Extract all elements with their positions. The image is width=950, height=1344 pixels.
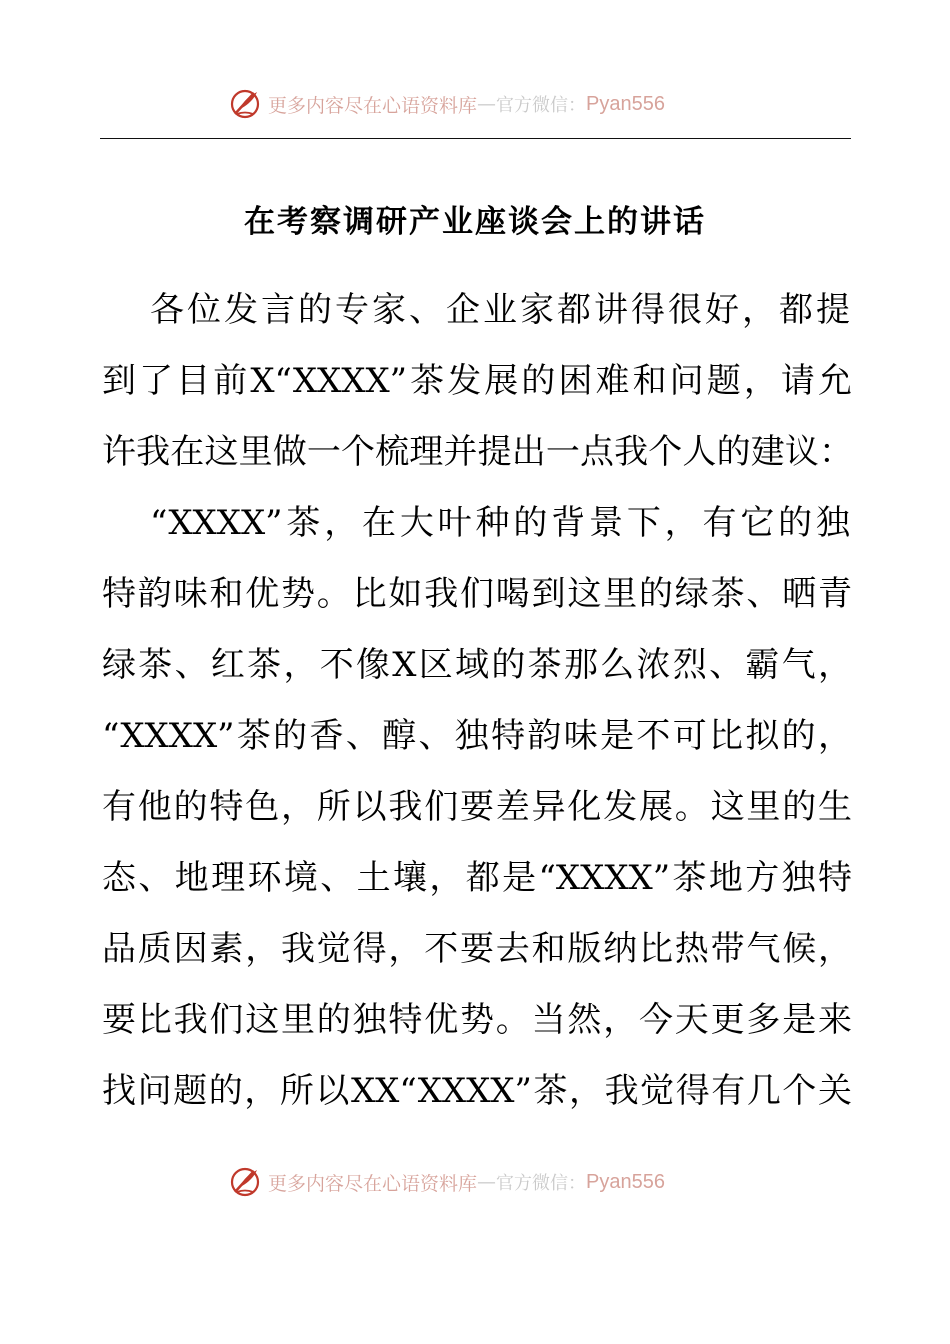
text-line: 态、地理环境、土壤，都是“XXXX”茶地方独特 [102,858,852,898]
quill-logo-icon [228,1165,262,1199]
text-line: 要比我们这里的独特优势。当然，今天更多是来 [102,1000,852,1040]
watermark-wechat-id: Pyan556 [586,1170,665,1193]
watermark-wechat-label: 官方微信： [496,95,587,116]
text-line: 许我在这里做一个梳理并提出一点我个人的建议： [102,432,852,472]
document-title: 在考察调研产业座谈会上的讲话 [244,204,706,240]
footer-watermark [228,1162,665,1202]
quill-logo-icon [228,87,262,121]
watermark-wechat-label: 官方微信： [496,1173,587,1194]
text-line: 特韵味和优势。比如我们喝到这里的绿茶、晒青 [102,574,852,614]
watermark-wechat-id: Pyan556 [586,92,665,115]
watermark-text: 更多内容尽在心语资料库 [268,94,478,117]
watermark-separator: — [477,1171,497,1193]
header-divider [100,138,851,139]
text-line: 有他的特色，所以我们要差异化发展。这里的生 [102,787,852,827]
text-line: “XXXX”茶，在大叶种的背景下，有它的独 [150,503,850,543]
text-line: 找问题的，所以XX“XXXX”茶，我觉得有几个关 [102,1071,852,1111]
text-line: 品质因素，我觉得，不要去和版纳比热带气候， [102,929,852,969]
text-line: 各位发言的专家、企业家都讲得很好，都提 [150,290,850,330]
text-line: 到了目前X“XXXX”茶发展的困难和问题，请允 [102,361,852,401]
watermark-text: 更多内容尽在心语资料库 [268,1172,478,1195]
header-watermark [228,84,665,124]
watermark-separator: — [477,93,497,115]
text-line: “XXXX”茶的香、醇、独特韵味是不可比拟的， [102,716,852,756]
text-line: 绿茶、红茶，不像X区域的茶那么浓烈、霸气， [102,645,852,685]
